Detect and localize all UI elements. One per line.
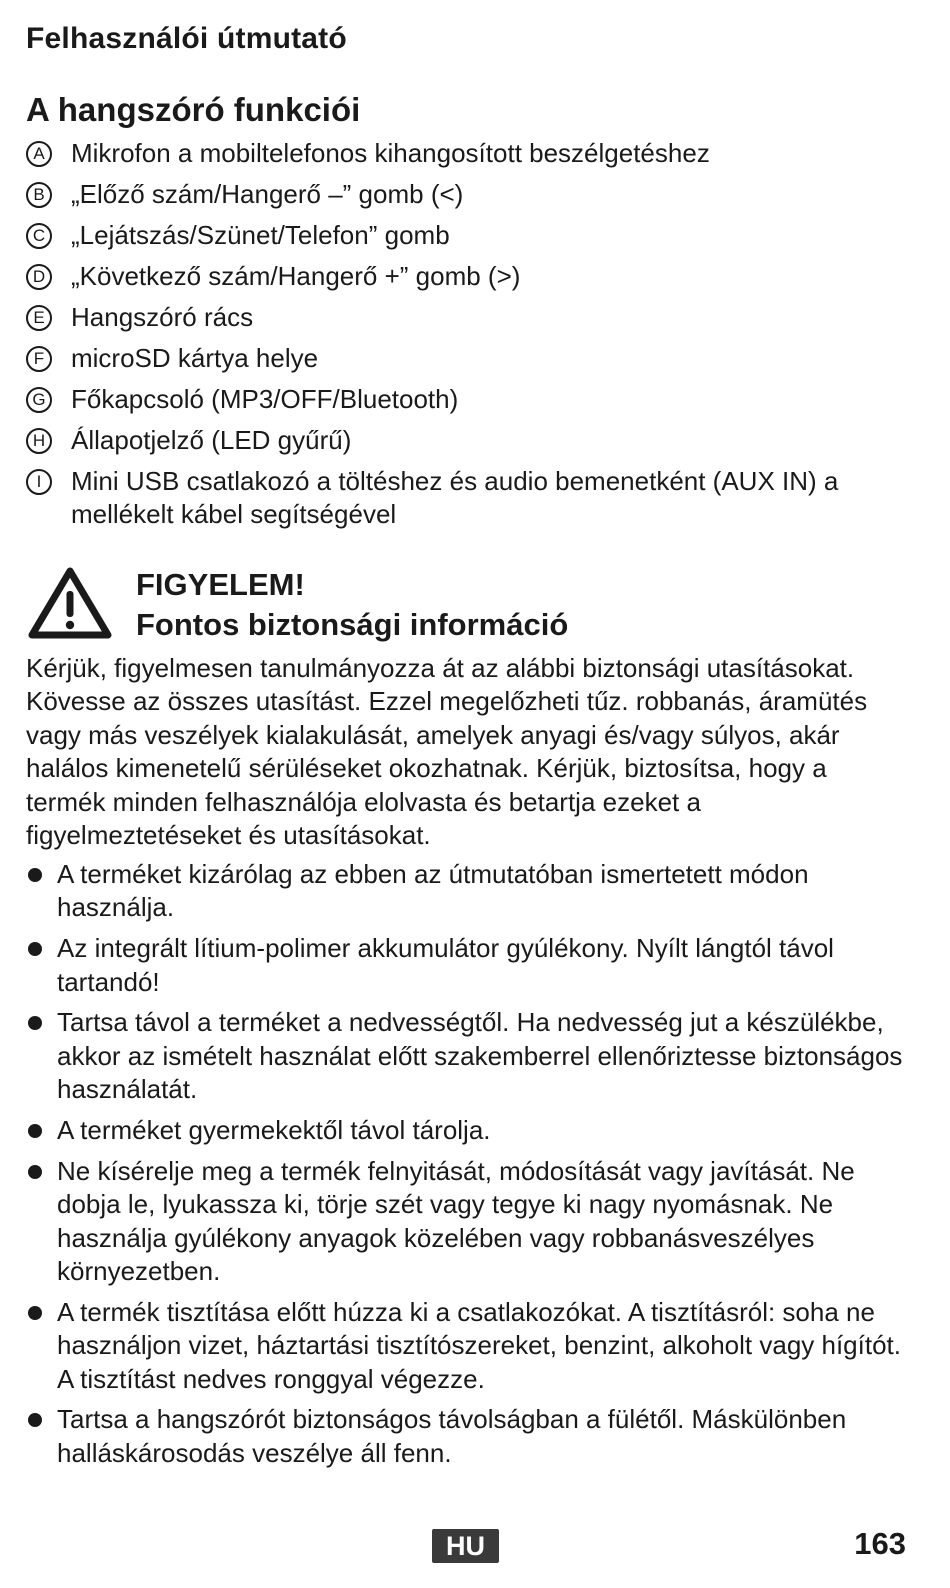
feature-text: „Következő szám/Hangerő +” gomb (>): [71, 261, 521, 291]
feature-letter-badge: H: [26, 428, 52, 454]
safety-item: [26, 1296, 906, 1396]
warning-triangle-icon: [28, 565, 112, 639]
feature-text: Állapotjelző (LED gyűrű): [71, 425, 352, 455]
document-title: Felhasználói útmutató: [26, 22, 347, 55]
safety-list: [26, 858, 906, 1478]
bullet-dot-icon: [28, 1016, 42, 1030]
safety-item-text: A terméket gyermekektől távol tárolja.: [57, 1115, 491, 1146]
safety-intro-paragraph: Kérjük, figyelmesen tanulmányozza át az alábbi biztonsági utasításokat. Kövesse az összes utasítást. Ezzel megelőzheti tűz. robbanás, áramütés vagy más veszélyek kialakulását, amelyek anyagi és/vagy súlyos, akár halálos kimenetelű sérüléseket okozhatnak. Kérjük, biztosítsa, hogy a termék minden felhasználója elolvasta és betartja ezeket a figyelmeztetéseket és utasításokat.: [26, 653, 868, 851]
safety-item-text: Az integrált lítium-polimer akkumulátor gyúlékony. Nyílt lángtól távol tartandó!: [57, 933, 834, 997]
safety-item: [26, 1006, 906, 1106]
language-badge: HU: [432, 1529, 499, 1563]
feature-text: Hangszóró rács: [71, 302, 254, 332]
safety-item-text: A terméket kizárólag az ebben az útmutatóban ismertetett módon használja.: [57, 859, 809, 923]
feature-letter-badge: F: [26, 346, 52, 372]
feature-text: microSD kártya helye: [71, 343, 319, 373]
feature-item: [26, 219, 906, 252]
safety-item: [26, 858, 906, 925]
safety-item-text: A termék tisztítása előtt húzza ki a csatlakozókat. A tisztításról: soha ne használjon vizet, háztartási tisztítószereket, benzint, alkoholt vagy hígítót. A tisztítást nedves ronggyal végezze.: [57, 1296, 901, 1394]
feature-text: „Előző szám/Hangerő –” gomb (<): [71, 179, 464, 209]
bullet-dot-icon: [28, 1124, 42, 1138]
feature-item: [26, 424, 906, 457]
safety-item-text: Tartsa a hangszórót biztonságos távolságban a fülétől. Máskülönben halláskárosodás veszélye áll fenn.: [57, 1404, 847, 1468]
feature-item: [26, 260, 906, 293]
bullet-dot-icon: [28, 1413, 42, 1427]
bullet-dot-icon: [28, 1165, 42, 1179]
feature-letter-badge: E: [26, 305, 52, 331]
warning-title: FIGYELEM!: [136, 567, 305, 602]
feature-text: Mikrofon a mobiltelefonos kihangosított beszélgetéshez: [71, 138, 710, 168]
warning-heading: [136, 565, 568, 645]
feature-letter-badge: C: [26, 223, 52, 249]
warning-subtitle: Fontos biztonsági információ: [136, 607, 569, 642]
safety-item-text: Tartsa távol a terméket a nedvességtől. Ha nedvesség jut a készülékbe, akkor az ismételt használat előtt szakemberrel ellenőriztesse biztonságos használatát.: [57, 1007, 903, 1105]
feature-item: [26, 383, 906, 416]
feature-item: [26, 342, 906, 375]
feature-text: Főkapcsoló (MP3/OFF/Bluetooth): [71, 384, 459, 414]
feature-item: [26, 465, 906, 531]
page-number: 163: [854, 1526, 906, 1561]
safety-item: [26, 1114, 906, 1147]
safety-item: [26, 1403, 906, 1470]
feature-letter-badge: B: [26, 182, 52, 208]
feature-letter-badge: G: [26, 387, 52, 413]
feature-item: [26, 137, 906, 170]
feature-list: [26, 137, 906, 539]
bullet-dot-icon: [28, 942, 42, 956]
safety-item: [26, 1155, 906, 1289]
section-title: A hangszóró funkciói: [26, 91, 361, 128]
bullet-dot-icon: [28, 1306, 42, 1320]
bullet-dot-icon: [28, 868, 42, 882]
feature-letter-badge: D: [26, 264, 52, 290]
feature-item: [26, 178, 906, 211]
safety-item: [26, 932, 906, 999]
safety-item-text: Ne kísérelje meg a termék felnyitását, módosítását vagy javítását. Ne dobja le, lyukassza ki, törje szét vagy tegye ki nagy nyomásnak. Ne használja gyúlékony anyagok közelében vagy robbanásveszélyes környezetben.: [57, 1155, 855, 1287]
feature-letter-badge: A: [26, 141, 52, 167]
feature-letter-badge: I: [26, 469, 52, 495]
feature-item: [26, 301, 906, 334]
feature-text: Mini USB csatlakozó a töltéshez és audio bemenetként (AUX IN) a mellékelt kábel segítségével: [71, 466, 839, 529]
feature-text: „Lejátszás/Szünet/Telefon” gomb: [71, 220, 450, 250]
